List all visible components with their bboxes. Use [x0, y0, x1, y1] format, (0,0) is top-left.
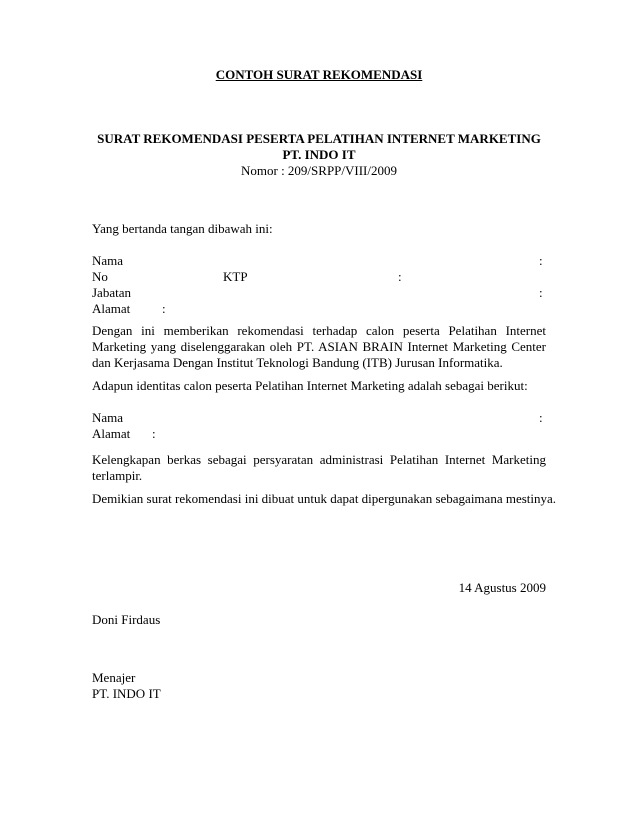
signer-ktp-colon: :: [398, 269, 402, 284]
signer-intro: Yang bertanda tangan dibawah ini:: [92, 221, 273, 236]
signer-alamat-label: Alamat: [92, 301, 131, 316]
signer-nama-colon: :: [539, 253, 543, 268]
signer-position: Menajer: [92, 670, 136, 685]
candidate-alamat-colon: :: [152, 426, 156, 441]
signer-nama-label: Nama: [92, 253, 124, 268]
letter-date: 14 Agustus 2009: [458, 580, 546, 595]
signer-ktp-label: KTP: [223, 269, 248, 284]
signer-alamat-colon: :: [162, 301, 166, 316]
letter-heading-line1: SURAT REKOMENDASI PESERTA PELATIHAN INTERNET MARKETING: [97, 131, 541, 146]
signer-company: PT. INDO IT: [92, 686, 161, 701]
candidate-alamat-label: Alamat: [92, 426, 131, 441]
attachments-paragraph: Kelengkapan berkas sebagai persyaratan administrasi Pelatihan Internet Marketing terlampir.: [92, 452, 546, 483]
letter-number: Nomor : 209/SRPP/VIII/2009: [240, 163, 397, 178]
signer-no-label: No: [92, 269, 108, 284]
candidate-nama-colon: :: [539, 410, 543, 425]
letter-heading-line2: PT. INDO IT: [282, 147, 356, 162]
recommendation-paragraph: Dengan ini memberikan rekomendasi terhadap calon peserta Pelatihan Internet Marketing yang diselenggarakan oleh PT. ASIAN BRAIN Internet Marketing Center dan Kerjasama Dengan Institut Teknologi Bandung (ITB) Jurusan Informatika.: [92, 323, 546, 370]
signer-jabatan-label: Jabatan: [92, 285, 131, 300]
signer-name: Doni Firdaus: [92, 612, 161, 627]
closing-paragraph: Demikian surat rekomendasi ini dibuat untuk dapat dipergunakan sebagaimana mestinya.: [92, 491, 557, 506]
signer-jabatan-colon: :: [539, 285, 543, 300]
candidate-nama-label: Nama: [92, 410, 124, 425]
document-title: CONTOH SURAT REKOMENDASI: [215, 67, 423, 82]
candidate-intro: Adapun identitas calon peserta Pelatihan Internet Marketing adalah sebagai berikut:: [92, 378, 528, 393]
